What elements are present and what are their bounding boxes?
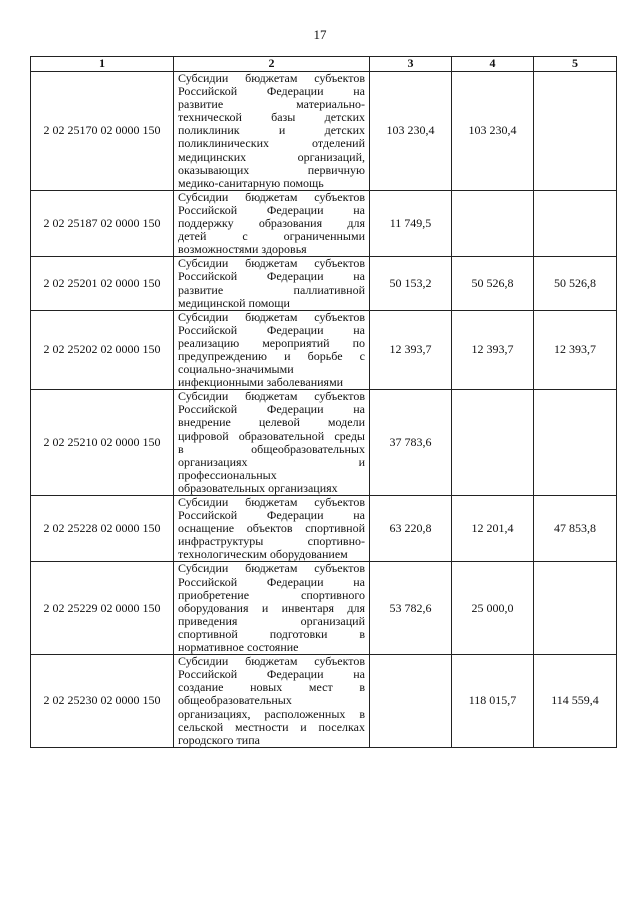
description-line: Российской Федерации на — [178, 84, 365, 99]
description-line: приобретение спортивного — [178, 587, 365, 602]
description-line: инфекционными заболеваниями — [178, 375, 344, 390]
amount-col-3 — [370, 655, 452, 748]
amount-col-3: 11 749,5 — [370, 190, 452, 256]
amount-col-3: 37 783,6 — [370, 390, 452, 496]
description-line: образовательных организациях — [178, 480, 338, 495]
amount-col-3: 63 220,8 — [370, 496, 452, 562]
description-line: технологическим оборудованием — [178, 547, 348, 562]
header-col-2: 2 — [174, 57, 370, 72]
description-line: инфраструктуры спортивно- — [178, 534, 365, 549]
description-line: Российской Федерации на — [178, 402, 365, 417]
table-row — [31, 390, 617, 496]
description-line: поликлиник и детских — [178, 123, 365, 138]
page-number: 17 — [313, 27, 327, 42]
budget-code: 2 02 25187 02 0000 150 — [31, 190, 174, 256]
description-line: технической базы детских — [178, 110, 365, 125]
description-line: Субсидии бюджетам субъектов — [178, 561, 365, 576]
budget-code: 2 02 25229 02 0000 150 — [31, 562, 174, 655]
amount-col-4: 12 201,4 — [452, 496, 534, 562]
description-line: поддержку образования для — [178, 216, 365, 231]
description-line: Субсидии бюджетам субъектов — [178, 71, 365, 85]
income-description — [174, 655, 370, 748]
description-line: предупреждению и борьбе с — [178, 348, 365, 363]
amount-col-5 — [534, 72, 617, 191]
description-line: Российской Федерации на — [178, 269, 365, 284]
description-line: социально-значимыми — [178, 362, 294, 377]
amount-col-5 — [534, 562, 617, 655]
description-line: Субсидии бюджетам субъектов — [178, 189, 365, 204]
description-line: общеобразовательных — [178, 693, 292, 708]
budget-code: 2 02 25230 02 0000 150 — [31, 655, 174, 748]
income-description — [174, 72, 370, 191]
description-line: Субсидии бюджетам субъектов — [178, 389, 365, 404]
table-row — [31, 72, 617, 191]
description-line: развитие паллиативной — [178, 282, 365, 297]
income-description — [174, 390, 370, 496]
amount-col-5: 12 393,7 — [534, 310, 617, 390]
description-line: в общеобразовательных — [178, 441, 365, 456]
budget-code: 2 02 25170 02 0000 150 — [31, 72, 174, 191]
budget-code: 2 02 25201 02 0000 150 — [31, 257, 174, 310]
description-line: Российской Федерации на — [178, 667, 365, 682]
description-line: развитие материально- — [178, 97, 365, 112]
table-row — [31, 190, 617, 256]
description-line: оборудования и инвентаря для — [178, 600, 365, 615]
table-body — [31, 72, 617, 748]
header-col-5: 5 — [534, 57, 617, 72]
income-description — [174, 190, 370, 256]
amount-col-3: 103 230,4 — [370, 72, 452, 191]
amount-col-4 — [452, 190, 534, 256]
description-line: внедрение целевой модели — [178, 415, 365, 430]
table-row — [31, 257, 617, 310]
description-line: Субсидии бюджетам субъектов — [178, 309, 365, 324]
amount-col-5: 47 853,8 — [534, 496, 617, 562]
budget-table — [30, 56, 617, 748]
income-description — [174, 310, 370, 390]
description-line: профессиональных — [178, 467, 277, 482]
description-line: Российской Федерации на — [178, 322, 365, 337]
amount-col-5: 50 526,8 — [534, 257, 617, 310]
amount-col-3: 50 153,2 — [370, 257, 452, 310]
amount-col-3: 12 393,7 — [370, 310, 452, 390]
amount-col-5 — [534, 390, 617, 496]
budget-code: 2 02 25202 02 0000 150 — [31, 310, 174, 390]
table-row — [31, 496, 617, 562]
description-line: Российской Федерации на — [178, 574, 365, 589]
description-line: реализацию мероприятий по — [178, 335, 365, 350]
description-line: городского типа — [178, 732, 260, 747]
amount-col-3: 53 782,6 — [370, 562, 452, 655]
budget-code: 2 02 25228 02 0000 150 — [31, 496, 174, 562]
amount-col-5: 114 559,4 — [534, 655, 617, 748]
income-description — [174, 562, 370, 655]
description-line: создание новых мест в — [178, 680, 365, 695]
table-header-row — [31, 57, 617, 72]
description-line: организациях и — [178, 454, 365, 469]
income-description — [174, 257, 370, 310]
description-line: Субсидии бюджетам субъектов — [178, 654, 365, 669]
amount-col-4: 50 526,8 — [452, 257, 534, 310]
description-line: детей с ограниченными — [178, 229, 365, 244]
description-line: медицинской помощи — [178, 295, 290, 310]
table-row — [31, 655, 617, 748]
description-line: сельской местности и поселках — [178, 719, 365, 734]
header-col-3: 3 — [370, 57, 452, 72]
amount-col-4: 12 393,7 — [452, 310, 534, 390]
budget-code: 2 02 25210 02 0000 150 — [31, 390, 174, 496]
income-description — [174, 496, 370, 562]
header-col-1: 1 — [31, 57, 174, 72]
amount-col-4: 118 015,7 — [452, 655, 534, 748]
description-line: оснащение объектов спортивной — [178, 521, 365, 536]
description-line: возможностями здоровья — [178, 242, 307, 257]
header-col-4: 4 — [452, 57, 534, 72]
amount-col-4 — [452, 390, 534, 496]
description-line: Российской Федерации на — [178, 508, 365, 523]
description-line: Субсидии бюджетам субъектов — [178, 256, 365, 271]
description-line: приведения организаций — [178, 613, 365, 628]
description-line: поликлинических отделений — [178, 136, 365, 151]
description-line: организациях, расположенных в — [178, 706, 365, 721]
amount-col-4: 103 230,4 — [452, 72, 534, 191]
description-line: оказывающих первичную — [178, 162, 365, 177]
description-line: спортивной подготовки в — [178, 626, 365, 641]
description-line: нормативное состояние — [178, 640, 299, 655]
description-line: медицинских организаций, — [178, 149, 365, 164]
description-line: медико-санитарную помощь — [178, 175, 324, 190]
amount-col-4: 25 000,0 — [452, 562, 534, 655]
description-line: Российской Федерации на — [178, 202, 365, 217]
table-row — [31, 562, 617, 655]
table-row — [31, 310, 617, 390]
description-line: цифровой образовательной среды — [178, 428, 365, 443]
description-line: Субсидии бюджетам субъектов — [178, 495, 365, 509]
amount-col-5 — [534, 190, 617, 256]
